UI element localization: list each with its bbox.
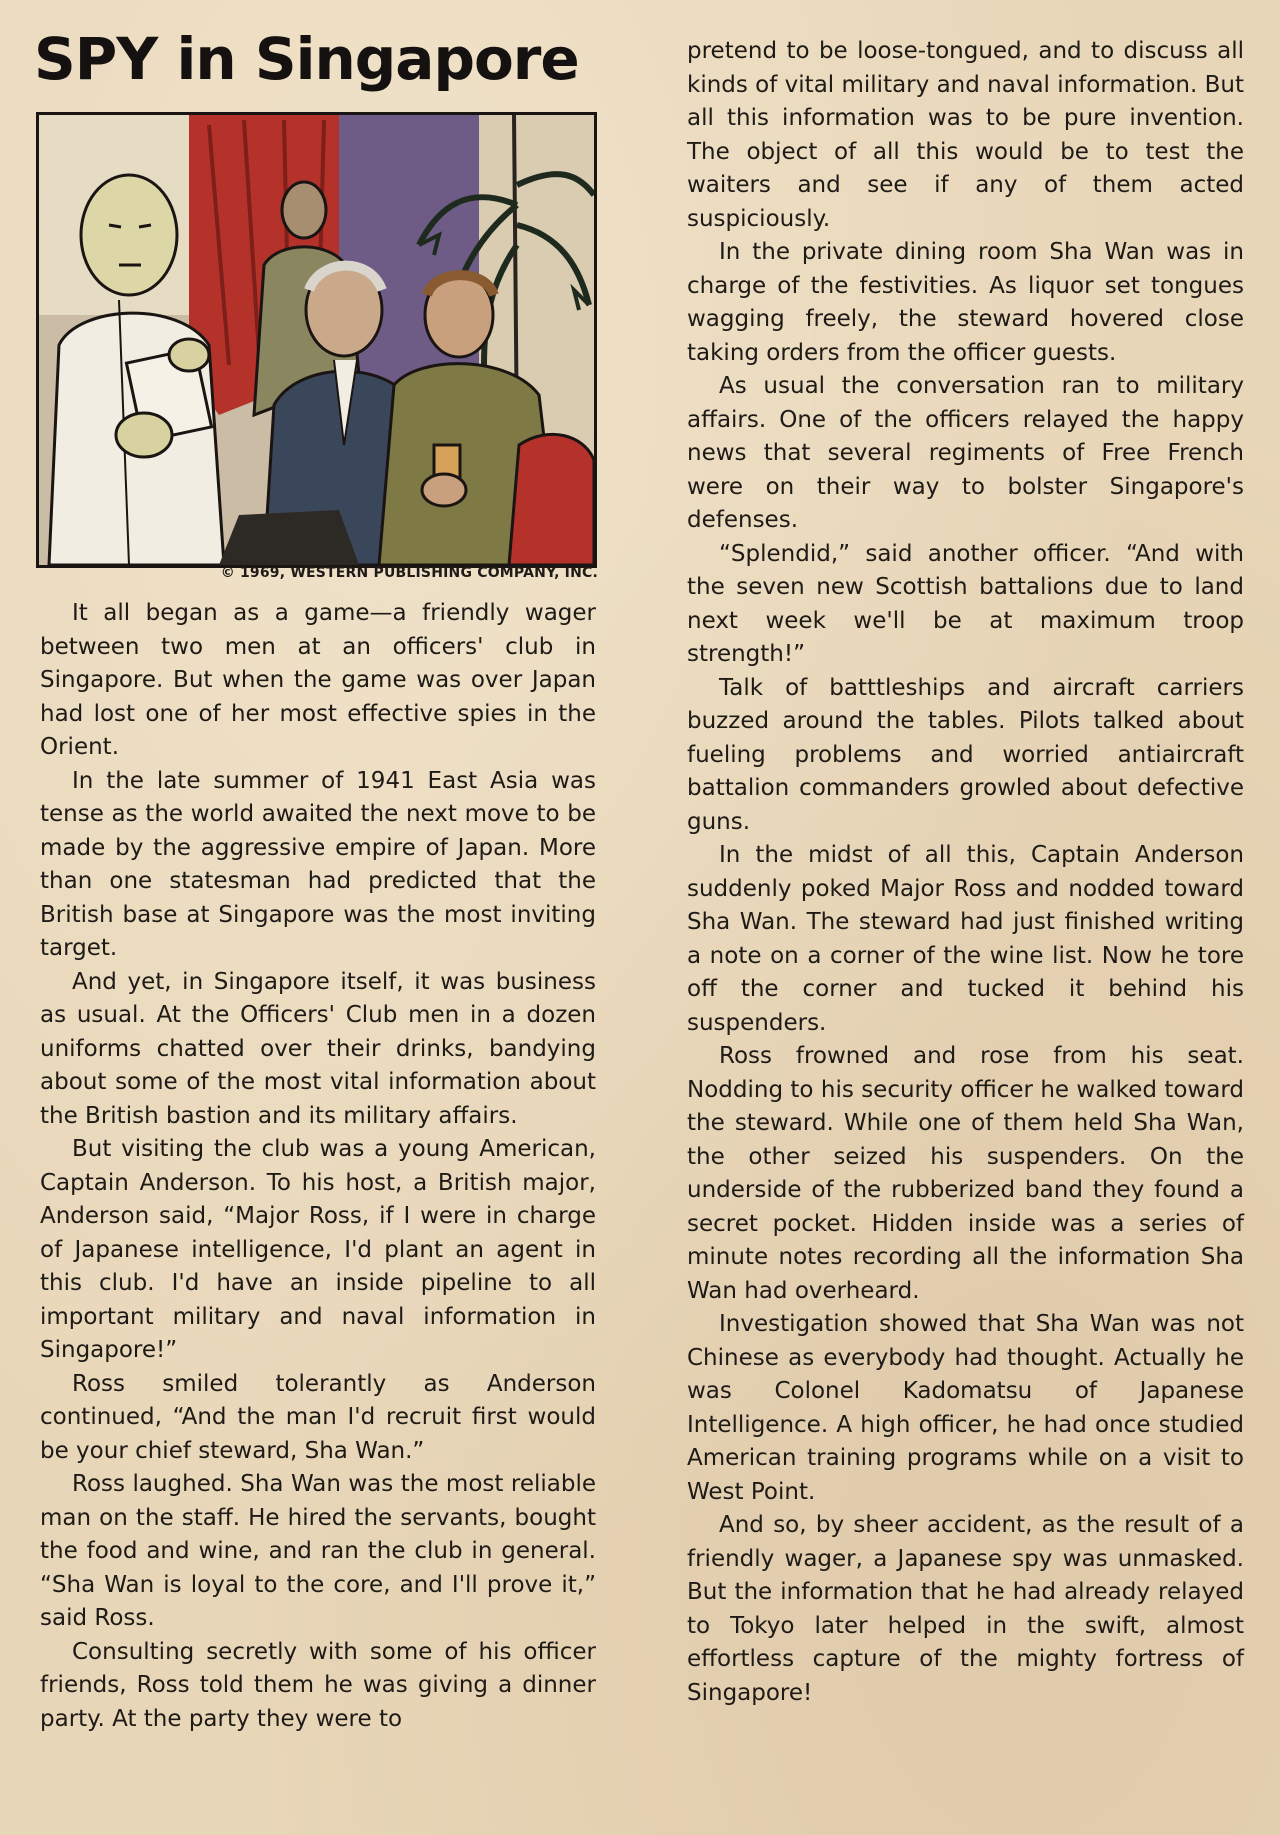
copyright-credit: © 1969, WESTERN PUBLISHING COMPANY, INC. [220,565,598,581]
paragraph: Consulting secretly with some of his officer friends, Ross told them he was giving a dinner party. At the party they were to [40,1638,596,1732]
paragraph: But visiting the club was a young American, Captain Anderson. To his host, a British major, Anderson said, “Major Ross, if I were in charge of Japanese intelligence, I'd plant an agent in this club. I'd have an inside pipeline to all important military and naval information in Singapore!” [40,1136,596,1363]
paragraph: Investigation showed that Sha Wan was not Chinese as everybody had thought. Actually he was Colonel Kadomatsu of Japanese Intelligence. A high officer, he had once studied American training programs while on a visit to West Point. [687,1311,1244,1505]
paragraph: Ross frowned and rose from his seat. Nodding to his security officer he walked toward the steward. While one of them held Sha Wan, the other seized his suspenders. On the underside of the rubberized band they found a secret pocket. Hidden inside was a series of minute notes recording all the information Sha Wan had overheard. [687,1043,1244,1304]
paragraph: “Splendid,” said another officer. “And with the seven new Scottish battalions due to land next week we'll be at maximum troop strength!” [687,540,1244,667]
article-illustration [36,112,597,568]
paragraph: In the private dining room Sha Wan was in charge of the festivities. As liquor set tongues wagging freely, the steward hovered close taking orders from the officer guests. [687,239,1244,366]
paragraph: Talk of batttleships and aircraft carriers buzzed around the tables. Pilots talked about fueling problems and worried antiaircraft battalion commanders growled about defective guns. [687,674,1244,835]
paragraph-continuation: pretend to be loose-tongued, and to discuss all kinds of vital military and naval information. But all this information was to be pure invention. The object of all this would be to test the waiters and see if any of them acted suspiciously. [687,38,1244,232]
paragraph: And so, by sheer accident, as the result of a friendly wager, a Japanese spy was unmasked. But the information that he had already relayed to Tokyo later helped in the swift, almost effortless capture of the mighty fortress of Singapore! [687,1512,1244,1706]
paragraph: It all began as a game—a friendly wager between two men at an officers' club in Singapore. But when the game was over Japan had lost one of her most effective spies in the Orient. [40,600,596,760]
paragraph: As usual the conversation ran to military affairs. One of the officers relayed the happy news that several regiments of Free French were on their way to bolster Singapore's defenses. [687,373,1244,533]
article-title: SPY in Singapore [34,25,579,93]
comic-illustration-icon [39,115,594,565]
paragraph: In the midst of all this, Captain Anderson suddenly poked Major Ross and nodded toward Sha Wan. The steward had just finished writing a note on a corner of the wine list. Now he tore off the corner and tucked it behind his suspenders. [687,842,1244,1036]
paragraph: Ross smiled tolerantly as Anderson continued, “And the man I'd recruit first would be your chief steward, Sha Wan.” [40,1370,596,1464]
right-text-column [687,35,1244,1710]
paragraph: Ross laughed. Sha Wan was the most reliable man on the staff. He hired the servants, bought the food and wine, and ran the club in general. “Sha Wan is loyal to the core, and I'll prove it,” said Ross. [40,1471,596,1631]
paragraph: And yet, in Singapore itself, it was business as usual. At the Officers' Club men in a dozen uniforms chatted over their drinks, bandying about some of the most vital information about the British bastion and its military affairs. [40,968,596,1129]
paragraph: In the late summer of 1941 East Asia was tense as the world awaited the next move to be made by the aggressive empire of Japan. More than one statesman had predicted that the British base at Singapore was the most inviting target. [40,767,596,961]
left-text-column [40,597,596,1736]
